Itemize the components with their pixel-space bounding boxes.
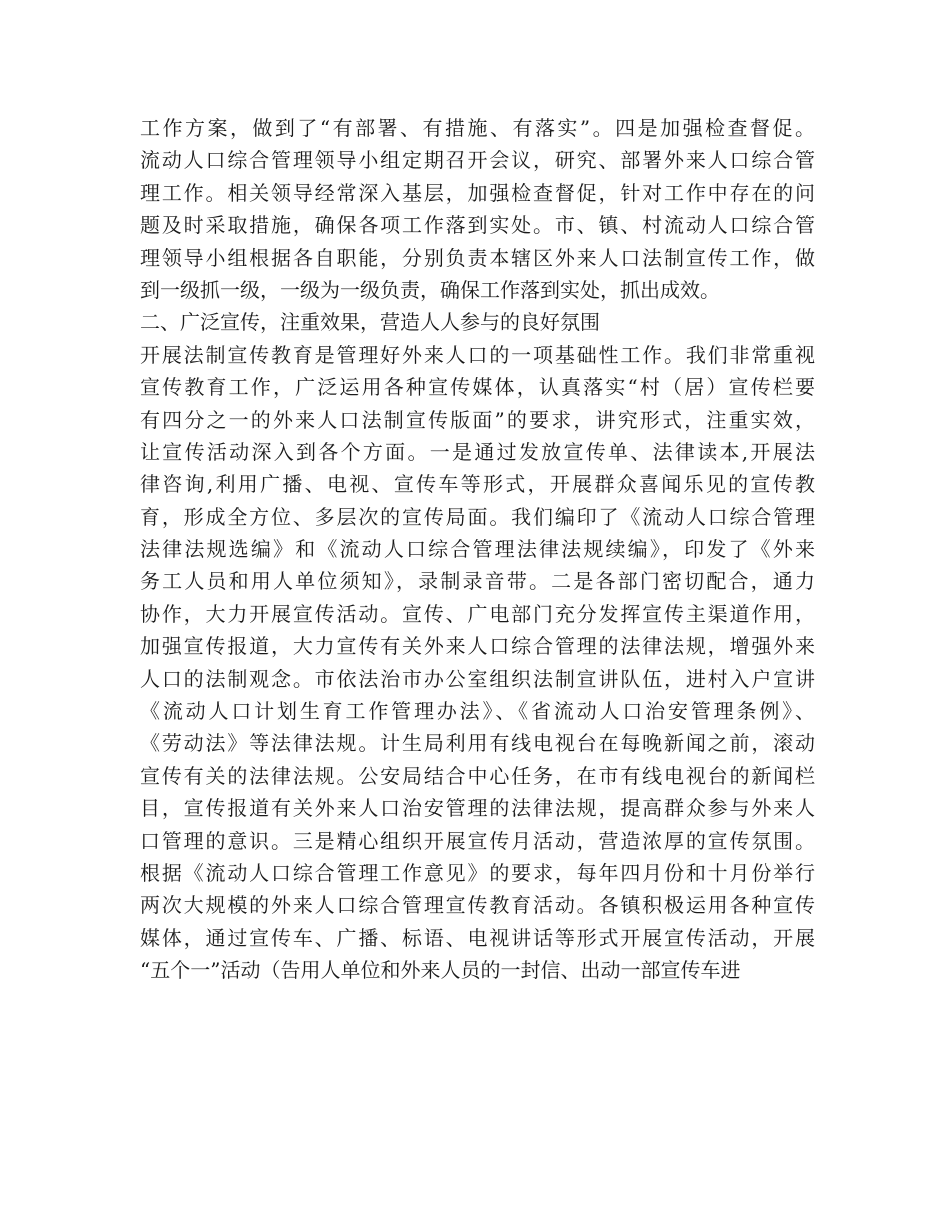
paragraph-line: 务工人员和用人单位须知》，录制录音带。二是各部门密切配合，通力 [140,569,815,594]
paragraph-line: 开展法制宣传教育是管理好外来人口的一项基础性工作。我们非常重视 [140,342,815,367]
paragraph-line: 宣传有关的法律法规。公安局结合中心任务，在市有线电视台的新闻栏 [140,763,815,788]
paragraph-line: 两次大规模的外来人口综合管理宣传教育活动。各镇积极运用各种宣传 [140,893,815,918]
paragraph-line: “五个一”活动（告用人单位和外来人员的一封信、出动一部宣传车进 [140,958,741,983]
paragraph-line: 理工作。相关领导经常深入基层，加强检查督促，针对工作中存在的问 [140,180,815,205]
paragraph-line: 《劳动法》等法律法规。计生局利用有线电视台在每晚新闻之前，滚动 [140,731,815,756]
paragraph-line: 宣传教育工作，广泛运用各种宣传媒体，认真落实“村（居）宣传栏要 [140,375,815,400]
paragraph-line: 有四分之一的外来人口法制宣传版面”的要求，讲究形式，注重实效， [140,407,815,432]
paragraph-line: 工作方案，做到了“有部署、有措施、有落实”。四是加强检查督促。 [140,116,815,140]
paragraph-line: 育，形成全方位、多层次的宣传局面。我们编印了《流动人口综合管理 [140,504,815,529]
paragraph-line: 让宣传活动深入到各个方面。一是通过发放宣传单、法律读本,开展法 [140,439,815,464]
paragraph-line: 人口的法制观念。市依法治市办公室组织法制宣讲队伍，进村入户宣讲 [140,666,815,691]
document-body [140,112,815,987]
paragraph-line: 流动人口综合管理领导小组定期召开会议，研究、部署外来人口综合管 [140,148,815,173]
paragraph-line: 口管理的意识。三是精心组织开展宣传月活动，营造浓厚的宣传氛围。 [140,828,815,853]
paragraph-line: 目，宣传报道有关外来人口治安管理的法律法规，提高群众参与外来人 [140,796,815,821]
paragraph-line: 到一级抓一级，一级为一级负责，确保工作落到实处，抓出成效。 [140,277,720,302]
paragraph-line: 协作，大力开展宣传活动。宣传、广电部门充分发挥宣传主渠道作用， [140,601,815,626]
section-heading-line: 二、广泛宣传，注重效果，营造人人参与的良好氛围 [140,310,600,335]
paragraph-line: 理领导小组根据各自职能，分别负责本辖区外来人口法制宣传工作，做 [140,245,815,270]
paragraph-line: 根据《流动人口综合管理工作意见》的要求，每年四月份和十月份举行 [140,860,815,885]
paragraph-line: 法律法规选编》和《流动人口综合管理法律法规续编》，印发了《外来 [140,537,815,562]
paragraph-line: 《流动人口计划生育工作管理办法》、《省流动人口治安管理条例》、 [140,699,815,724]
paragraph-line: 媒体，通过宣传车、广播、标语、电视讲话等形式开展宣传活动，开展 [140,925,815,950]
paragraph-line: 加强宣传报道，大力宣传有关外来人口综合管理的法律法规，增强外来 [140,634,815,659]
paragraph-line: 题及时采取措施，确保各项工作落到实处。市、镇、村流动人口综合管 [140,213,815,238]
paragraph-line: 律咨询,利用广播、电视、宣传车等形式，开展群众喜闻乐见的宣传教 [140,472,815,497]
